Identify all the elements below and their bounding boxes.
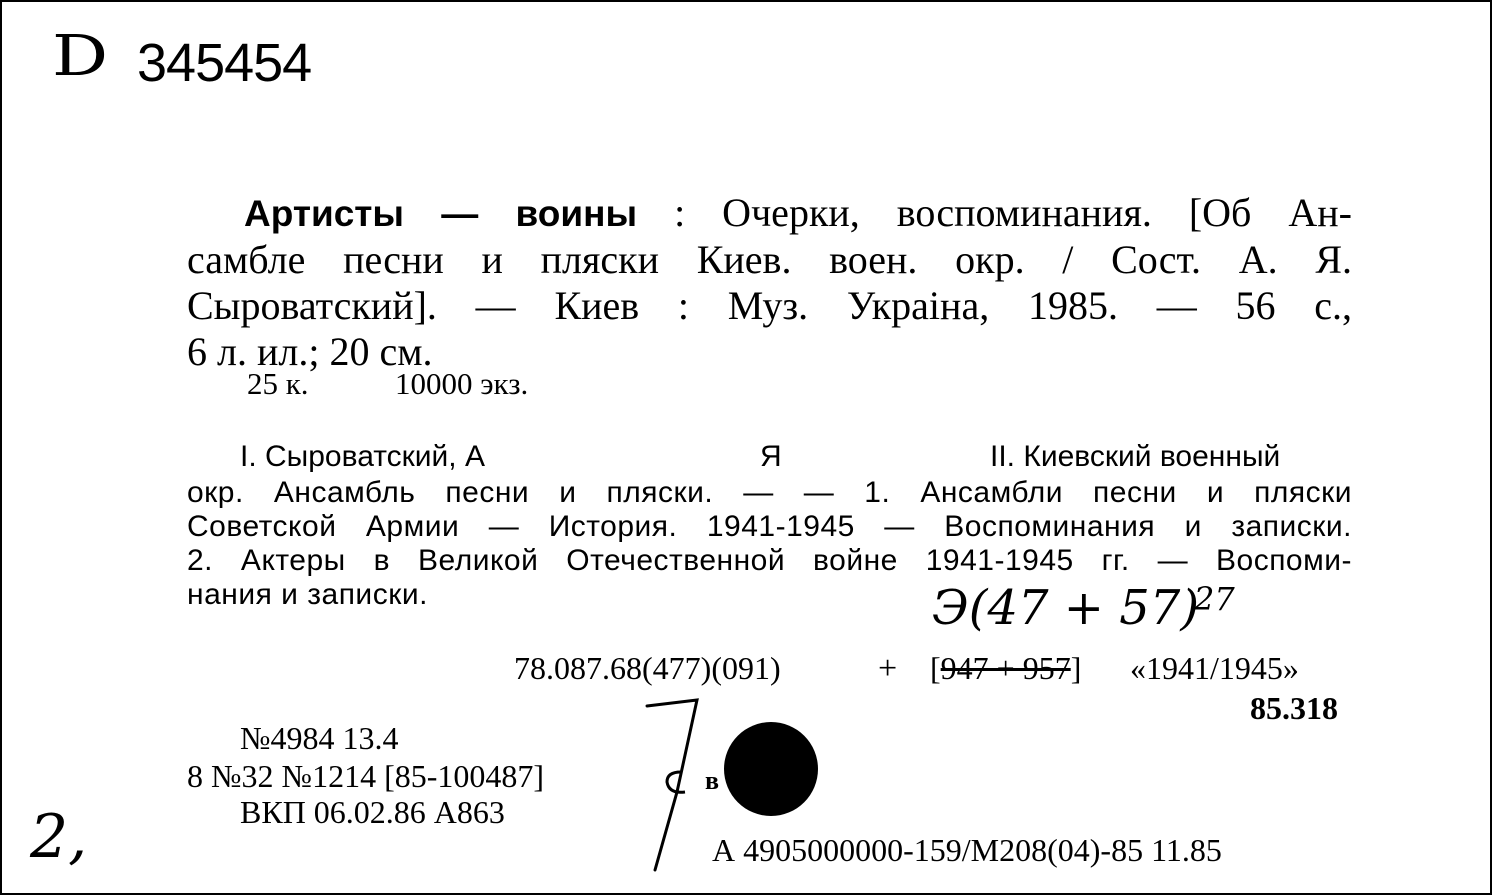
classification-code: 78.087.68(477)(091) — [514, 650, 781, 686]
subject-line-1-right: II. Киевский военный — [990, 440, 1281, 473]
classification-bracket-group — [930, 650, 1081, 687]
handwritten-superscript: 27 — [1194, 580, 1235, 618]
corner-mark: 2, — [30, 802, 88, 872]
subject-line-4: 2. Актеры в Великой Отечественной войне 1941-1945 гг. — Воспоми- — [187, 544, 1352, 577]
footer-line-1: №4984 13.4 — [240, 720, 399, 756]
price: 25 к. — [247, 366, 309, 401]
card-number: 345454 — [137, 33, 312, 93]
entry-line-3: Сыроватский]. — Киев : Муз. Украіна, 1985. — 56 с., — [187, 283, 1352, 328]
classification-period: «1941/1945» — [1130, 650, 1299, 686]
footer-line-2: 8 №32 №1214 [85-100487] — [187, 758, 545, 794]
entry-line-2: самбле песни и пляски Киев. воен. окр. / Сост. А. Я. — [187, 237, 1352, 282]
punch-hole — [724, 722, 818, 816]
footer-line-2-b: в — [705, 766, 720, 795]
entry-line-1 — [187, 190, 1352, 237]
handwritten-seven — [637, 692, 720, 872]
subject-line-1-mid: Я — [760, 440, 782, 473]
entry-line-4: 6 л. ил.; 20 см. — [187, 329, 433, 374]
bracket-close: ] — [1070, 650, 1082, 686]
subject-line-5: нания и записки. — [187, 578, 428, 611]
subject-line-3: Советской Армии — История. 1941-1945 — Воспоминания и записки. — [187, 510, 1352, 543]
bracket-open: [ — [930, 650, 941, 686]
entry-subtitle: : Очерки, воспоминания. [Об Ан- — [637, 190, 1353, 235]
struck-code: 947 + 957 — [940, 650, 1071, 686]
copies: 10000 экз. — [395, 366, 529, 401]
bottom-code: А 4905000000-159/М208(04)-85 11.85 — [712, 832, 1222, 868]
handwritten-formula: Э(47 + 57) — [932, 580, 1200, 636]
cutter-number: 85.318 — [1250, 690, 1338, 726]
entry-block — [187, 190, 1352, 375]
classification-plus: + — [878, 650, 898, 687]
footer-line-3: ВКП 06.02.86 А863 — [240, 794, 505, 830]
library-mark: D — [52, 24, 109, 89]
subject-line-2: окр. Ансамбль песни и пляски. — — 1. Ансамбли песни и пляски — [187, 476, 1352, 509]
entry-title: Артисты — воины — [244, 193, 638, 234]
subject-line-1-left: I. Сыроватский, А — [240, 440, 485, 473]
